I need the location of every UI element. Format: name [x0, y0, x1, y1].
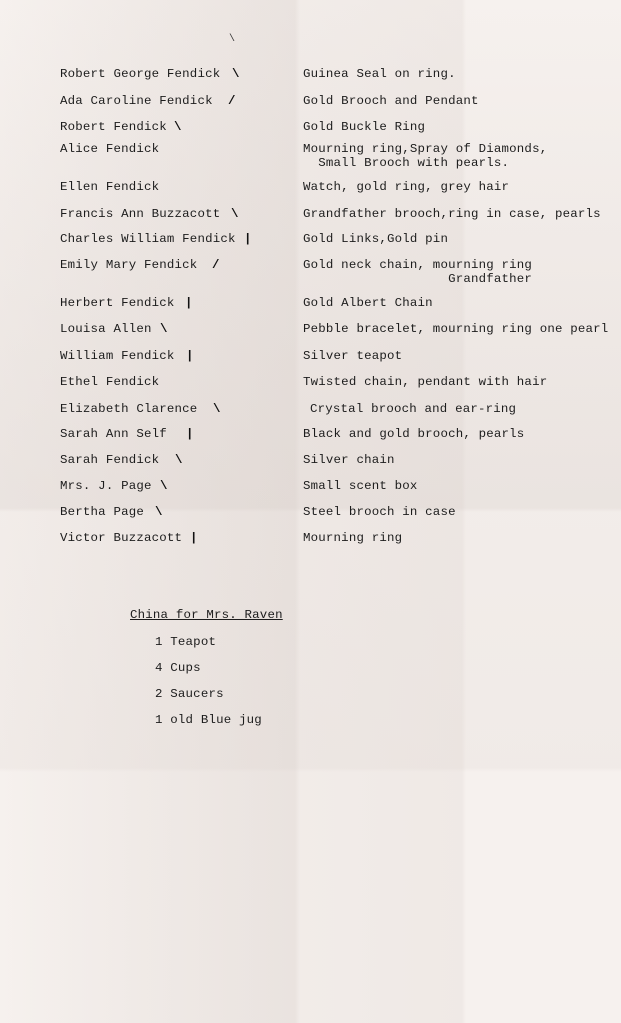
section-heading: China for Mrs. Raven — [130, 608, 283, 622]
list-item: 1 Teapot — [155, 635, 217, 649]
check-mark: \ — [160, 479, 168, 493]
bequest-item: Small scent box — [303, 479, 418, 493]
recipient-name: Bertha Page — [60, 505, 144, 519]
check-mark: | — [190, 531, 198, 545]
recipient-name: William Fendick — [60, 349, 175, 363]
check-mark: | — [185, 296, 193, 310]
bequest-item: Steel brooch in case — [303, 505, 456, 519]
recipient-name: Victor Buzzacott — [60, 531, 183, 545]
check-mark: \ — [174, 120, 182, 134]
recipient-name: Louisa Allen — [60, 322, 152, 336]
bequest-item: Pebble bracelet, mourning ring one pearl — [303, 322, 609, 336]
check-mark: \ — [231, 207, 239, 221]
recipient-name: Robert Fendick — [60, 120, 167, 134]
bequest-item: Guinea Seal on ring. — [303, 67, 456, 81]
recipient-name: Ada Caroline Fendick — [60, 94, 213, 108]
bequest-item: Gold Buckle Ring — [303, 120, 426, 134]
recipient-name: Sarah Fendick — [60, 453, 160, 467]
bequest-item: Black and gold brooch, pearls — [303, 427, 525, 441]
bequest-item: Gold neck chain, mourning ring Grandfather — [303, 258, 533, 286]
bequest-item: Mourning ring — [303, 531, 403, 545]
check-mark: / — [228, 94, 236, 108]
check-mark: \ — [155, 505, 163, 519]
recipient-name: Robert George Fendick — [60, 67, 221, 81]
recipient-name: Charles William Fendick — [60, 232, 236, 246]
check-mark: \ — [160, 322, 168, 336]
list-item: 2 Saucers — [155, 687, 224, 701]
recipient-name: Francis Ann Buzzacott — [60, 207, 221, 221]
check-mark: | — [186, 349, 194, 363]
bequest-item: Mourning ring,Spray of Diamonds, Small Brooch with pearls. — [303, 142, 548, 170]
recipient-name: Sarah Ann Self — [60, 427, 167, 441]
recipient-name: Ellen Fendick — [60, 180, 160, 194]
check-mark: | — [186, 427, 194, 441]
recipient-name: Ethel Fendick — [60, 375, 160, 389]
bequest-item: Gold Albert Chain — [303, 296, 433, 310]
china-section — [130, 608, 283, 727]
recipient-name: Alice Fendick — [60, 142, 160, 156]
check-mark: \ — [213, 402, 221, 416]
china-list — [155, 635, 262, 739]
bequest-item: Silver teapot — [303, 349, 403, 363]
check-mark: \ — [232, 67, 240, 81]
bequest-item: Twisted chain, pendant with hair — [303, 375, 548, 389]
list-item: 4 Cups — [155, 661, 201, 675]
bequest-item: Crystal brooch and ear-ring — [310, 402, 517, 416]
recipient-name: Herbert Fendick — [60, 296, 175, 310]
check-mark: \ — [175, 453, 183, 467]
list-item: 1 old Blue jug — [155, 713, 262, 727]
bequest-item: Gold Brooch and Pendant — [303, 94, 479, 108]
bequest-item: Watch, gold ring, grey hair — [303, 180, 510, 194]
bequest-item: Gold Links,Gold pin — [303, 232, 449, 246]
recipient-name: Emily Mary Fendick — [60, 258, 198, 272]
check-mark: / — [212, 258, 220, 272]
check-mark: | — [244, 232, 252, 246]
stray-mark: \ — [229, 34, 236, 45]
bequest-item: Grandfather brooch,ring in case, pearls — [303, 207, 601, 221]
recipient-name: Mrs. J. Page — [60, 479, 152, 493]
recipient-name: Elizabeth Clarence — [60, 402, 198, 416]
bequest-item: Silver chain — [303, 453, 395, 467]
